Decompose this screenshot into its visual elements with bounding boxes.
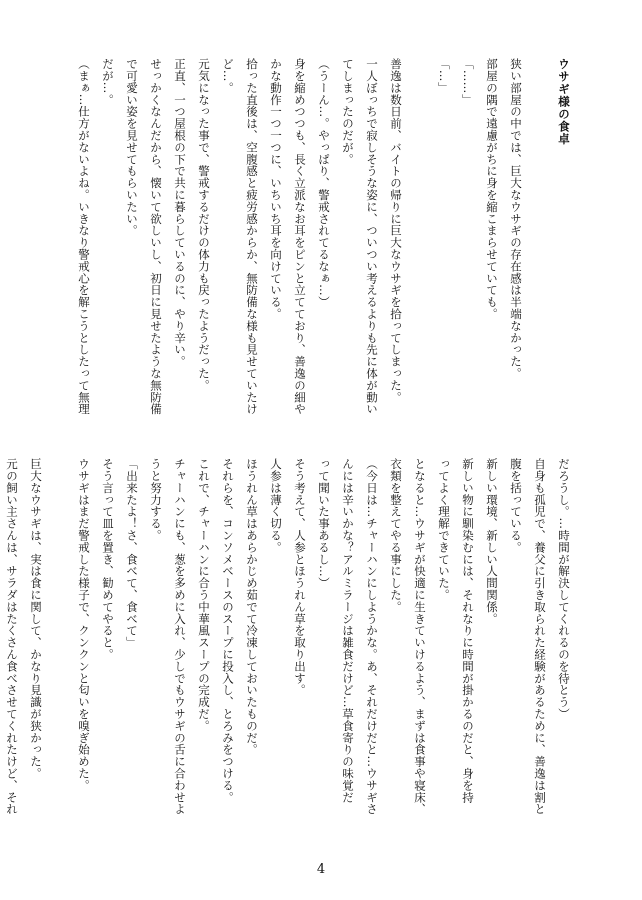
text-line: 「出来たよ！さ、食べて、食べて」 (125, 458, 139, 649)
text-line: 新しい環境、新しい人間関係。 (485, 458, 499, 625)
text-line: チャーハンにも、葱を多めに入れ、少しでもウサギの舌に合わせよ (173, 458, 187, 815)
text-line: 部屋の隅で遠慮がちに身を縮こまらせていても。 (485, 58, 499, 320)
text-line: そう考えて、人参とほうれん草を取り出す。 (293, 458, 307, 696)
text-line: （今日は…チャーハンにしようかな。あ、それだけだと…ウサギさ (365, 458, 379, 815)
upper-text-block (66, 58, 576, 438)
text-line: 腹を括っている。 (509, 458, 523, 554)
text-line: ウサギはまだ警戒した様子で、クンクンと匂いを嗅ぎ始めた。 (77, 458, 91, 792)
text-line: ど…。 (221, 58, 235, 94)
chapter-title: ウサギ様の食卓 (557, 58, 571, 146)
text-line: 「…」 (437, 58, 451, 94)
text-line: （まぁ…仕方がないよね。いきなり警戒心を解こうとしたって無理 (77, 58, 91, 415)
text-line: 「……」 (461, 58, 475, 106)
text-line: これで、チャーハンに合う中華風スープの完成だ。 (197, 458, 211, 732)
text-line (408, 58, 432, 438)
text-line: となると…ウサギが快適に生きていけるよう、まずは食事や寝床、 (413, 458, 427, 815)
text-line: 人参は薄く切る。 (269, 458, 283, 554)
text-line (528, 58, 552, 438)
text-line: （うーん…。やっぱり、警戒されてるなぁ…） (317, 58, 331, 308)
lower-text-block (5, 458, 576, 838)
text-line: そう言って皿を置き、勧めてやると。 (101, 458, 115, 661)
text-line: せっかくなんだから、懐いて欲しいし、初日に見せたような無防備 (149, 58, 163, 415)
text-line: 巨大なウサギは、実は食に関して、かなり見識が狭かった。 (29, 458, 43, 780)
text-line: 元気になった事で、警戒するだけの体力も戻ったようだった。 (197, 58, 211, 392)
text-line: それらを、コンソメベースのスープに投入し、とろみをつける。 (221, 458, 235, 804)
text-line (48, 458, 72, 838)
text-line: 身を縮めつつも、長く立派なお耳をピンと立てており、善逸の細や (293, 58, 307, 415)
page-number: 4 (316, 862, 326, 877)
text-line: 自身も孤児で、養父に引き取られた経験があるために、善逸は割と (533, 458, 547, 815)
text-line: 衣類を整えてやる事にした。 (389, 458, 403, 613)
text-line: うと努力する。 (149, 458, 163, 542)
text-line: だが…。 (101, 58, 115, 106)
text-line: 拾った直後は、空腹感と疲労感からか、無防備な様も見せていたけ (245, 58, 259, 415)
text-line: かな動作一つ一つに、いちいち耳を向けている。 (269, 58, 283, 320)
text-line: 一人ぼっちで寂しそうな姿に、ついつい考えるよりも先に体が動い (365, 58, 379, 415)
text-line: 正直、一つ屋根の下で共に暮らしているのに、やり辛い。 (173, 58, 187, 368)
text-line: 狭い部屋の中では、巨大なウサギの存在感は半端なかった。 (509, 58, 523, 380)
text-line: って聞いた事あるし…） (317, 458, 331, 589)
text-line: ほうれん草はあらかじめ茹でて冷凍しておいたものだ。 (245, 458, 259, 756)
text-line: んには辛いかな？アルミラージは雑食だけど…草食寄りの味覚だ (341, 458, 355, 804)
text-line: 新しい物に馴染むには、それなりに時間が掛かるのだと、身を持 (461, 458, 475, 804)
text-line: 善逸は数日前、バイトの帰りに巨大なウサギを拾ってしまった。 (389, 58, 403, 404)
text-line: だろうし。…時間が解決してくれるのを待とう） (557, 458, 571, 720)
text-line: で可愛い姿を見せてもらいたい。 (125, 58, 139, 237)
text-line: てしまったのだが。 (341, 58, 355, 166)
text-line: 元の飼い主さんは、サラダはたくさん食べさせてくれたけど、それ (5, 458, 19, 815)
text-line: ってよく理解できていた。 (437, 458, 451, 601)
